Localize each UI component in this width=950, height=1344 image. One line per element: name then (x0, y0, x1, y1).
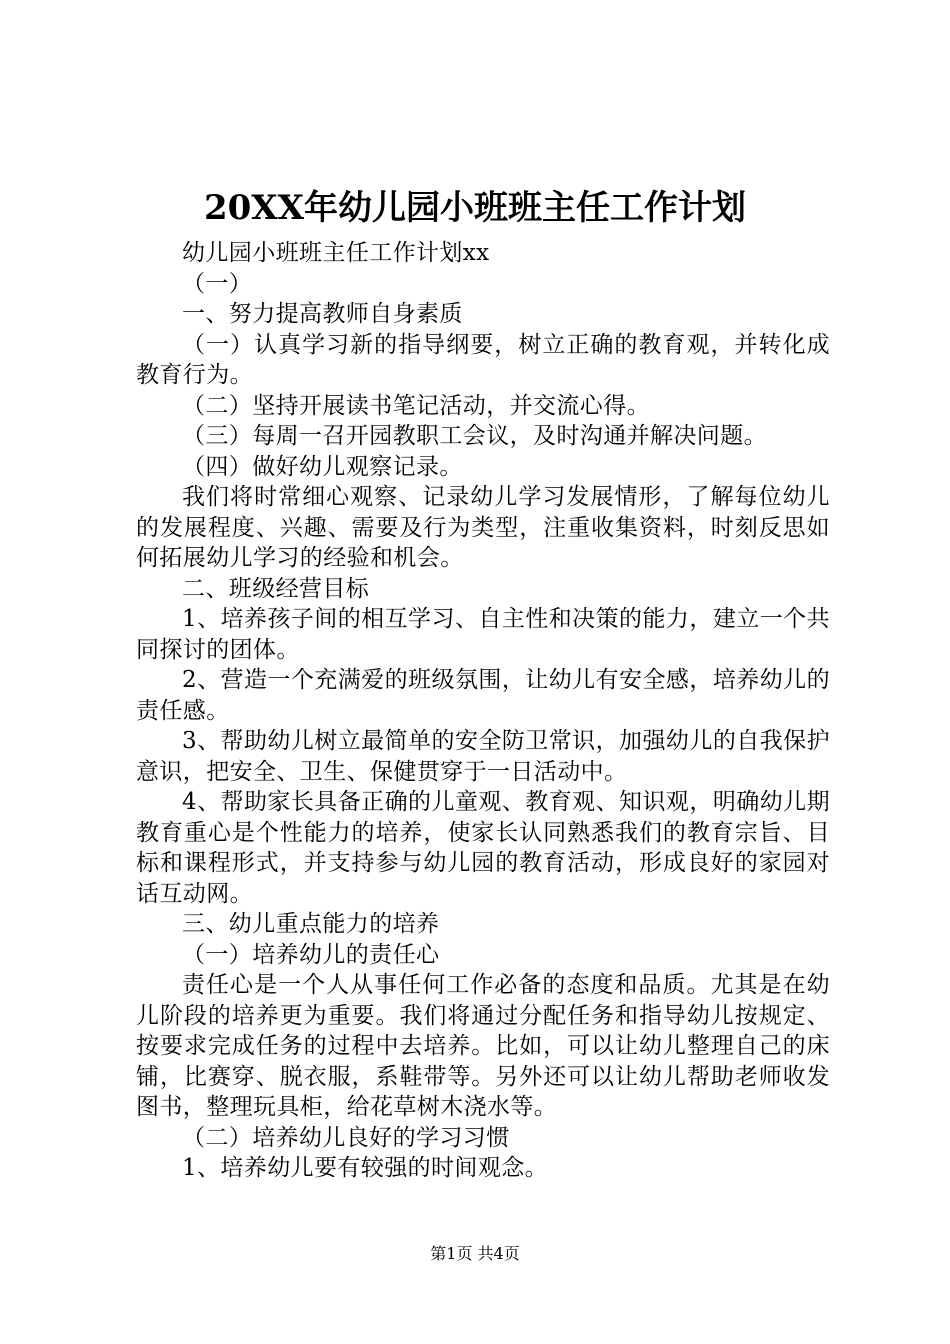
section-heading: 一、努力提高教师自身素质 (182, 301, 463, 327)
document-body (136, 238, 830, 1184)
paragraph: 4、帮助家长具备正确的儿童观、教育观、知识观，明确幼儿期教育重心是个性能力的培养，使家长认同熟悉我们的教育宗旨、目标和课程形式，并支持参与幼儿园的教育活动，形成良好的家园对话互动网。 (136, 789, 830, 907)
paragraph: 幼儿园小班班主任工作计划xx (182, 240, 490, 266)
paragraph: （二）坚持开展读书笔记活动，并交流心得。 (182, 392, 650, 419)
paragraph: （四）做好幼儿观察记录。 (182, 453, 463, 480)
paragraph: 1、培养孩子间的相互学习、自主性和决策的能力，建立一个共同探讨的团体。 (136, 606, 830, 663)
paragraph: （一）认真学习新的指导纲要，树立正确的教育观，并转化成教育行为。 (136, 331, 830, 388)
document-title: 20XX年幼儿园小班班主任工作计划 (203, 188, 747, 228)
paragraph: （三）每周一召开园教职工会议，及时沟通并解决问题。 (182, 423, 767, 449)
paragraph: 2、营造一个充满爱的班级氛围，让幼儿有安全感，培养幼儿的责任感。 (136, 667, 830, 724)
page-number-footer: 第1页 共4页 (430, 1244, 520, 1263)
paragraph: 3、帮助幼儿树立最简单的安全防卫常识，加强幼儿的自我保护意识，把安全、卫生、保健贯穿于一日活动中。 (136, 728, 830, 785)
paragraph: 我们将时常细心观察、记录幼儿学习发展情形，了解每位幼儿的发展程度、兴趣、需要及行为类型，注重收集资料，时刻反思如何拓展幼儿学习的经验和机会。 (136, 484, 830, 571)
paragraph: （一） (182, 270, 253, 297)
subsection-heading: （一）培养幼儿的责任心 (182, 941, 440, 968)
paragraph: 责任心是一个人从事任何工作必备的态度和品质。尤其是在幼儿阶段的培养更为重要。我们将通过分配任务和指导幼儿按规定、按要求完成任务的过程中去培养。比如，可以让幼儿整理自己的床铺，比赛穿、脱衣服，系鞋带等。另外还可以让幼儿帮助老师收发图书，整理玩具柜，给花草树木浇水等。 (136, 972, 830, 1120)
section-heading: 二、班级经营目标 (182, 575, 370, 602)
section-heading: 三、幼儿重点能力的培养 (182, 911, 440, 937)
subsection-heading: （二）培养幼儿良好的学习习惯 (182, 1124, 510, 1151)
paragraph: 1、培养幼儿要有较强的时间观念。 (182, 1155, 549, 1181)
